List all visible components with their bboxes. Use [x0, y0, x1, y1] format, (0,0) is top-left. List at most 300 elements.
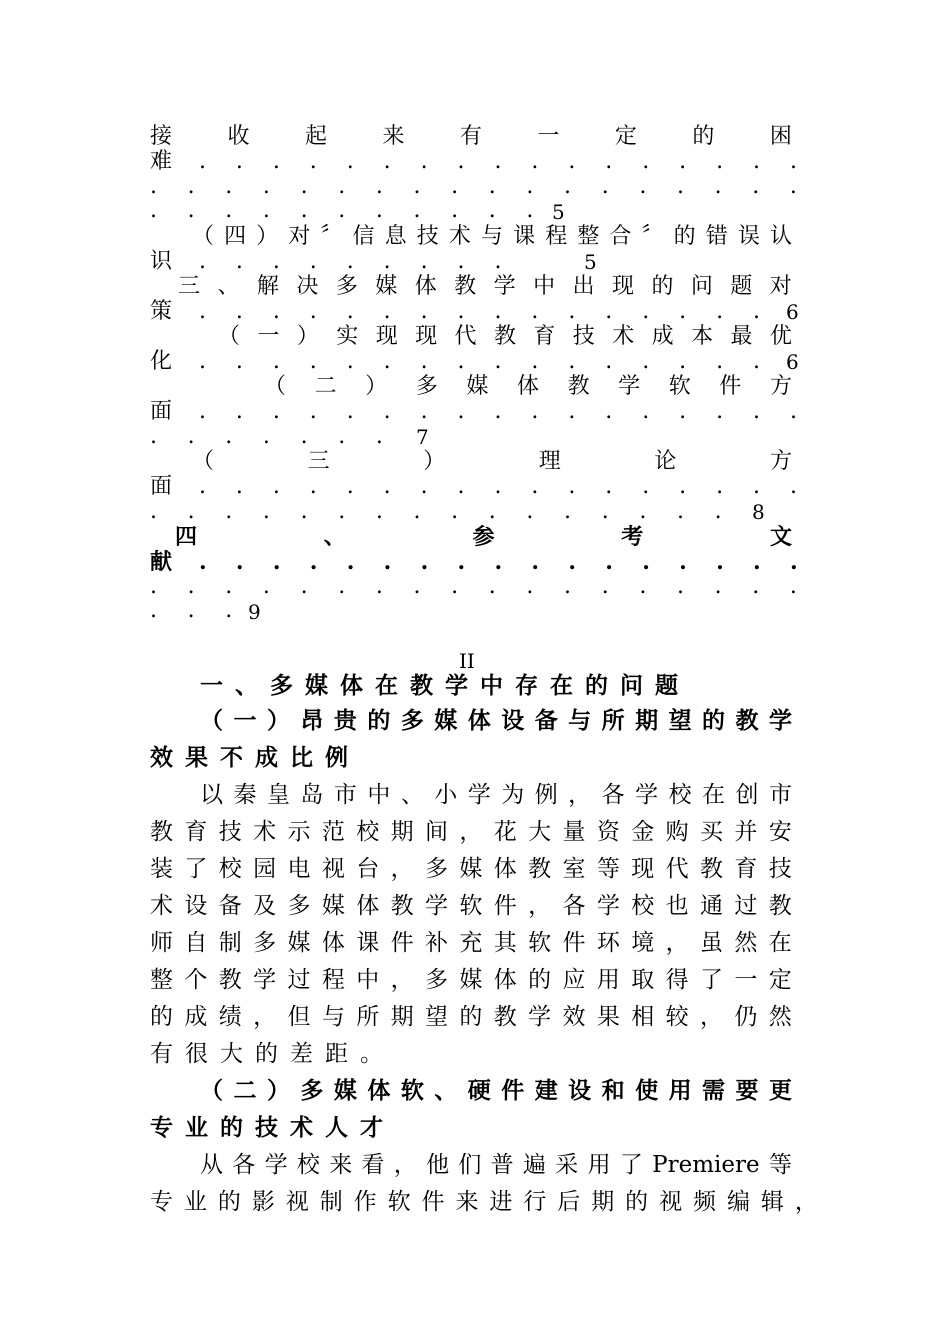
- text-char: 视: [659, 1189, 683, 1215]
- text-char: 得: [665, 967, 689, 993]
- text-char: 技: [768, 856, 792, 882]
- subheading-1: [200, 705, 792, 737]
- toc-char: 的: [673, 224, 696, 249]
- toc-leader-line: [150, 551, 800, 573]
- leader-dot: .: [753, 349, 761, 374]
- text-char: 的: [702, 707, 726, 734]
- paragraph-line: [150, 1038, 792, 1070]
- text-char: 师: [150, 930, 173, 956]
- toc-char: 体: [414, 274, 437, 299]
- toc-entry-tail: 面: [150, 474, 173, 499]
- leader-dot: [451, 426, 461, 448]
- text-char: 电: [287, 856, 311, 882]
- text-char: 但: [287, 1004, 311, 1030]
- text-char: 视: [285, 1189, 309, 1215]
- toc-char: （: [218, 324, 241, 349]
- toc-char: 技: [416, 224, 439, 249]
- text-char: 辑: [760, 1189, 784, 1215]
- leader-dot: [715, 200, 725, 222]
- leader-dot: .: [564, 499, 572, 524]
- toc-entry-heading[interactable]: [192, 449, 792, 475]
- text-char: 学: [635, 782, 659, 808]
- text-char: ，: [393, 1152, 417, 1178]
- leader-dot: .: [789, 174, 797, 199]
- leader-dot: .: [753, 299, 761, 324]
- text-char: ，: [568, 782, 592, 808]
- subheading-2-cont: [150, 1112, 792, 1144]
- leader-dot: .: [564, 574, 572, 599]
- leader-dot: .: [605, 349, 613, 374]
- leader-dot: .: [262, 174, 270, 199]
- text-char: 然: [768, 1004, 792, 1030]
- text-char: 多: [300, 1077, 324, 1104]
- toc-leader-line: [150, 176, 800, 198]
- leader-dot: .: [383, 349, 391, 374]
- text-char: 范: [321, 819, 345, 845]
- text-char: 媒: [287, 930, 311, 956]
- text-char: 过: [734, 893, 758, 919]
- toc-page-number: 8: [752, 500, 765, 524]
- leader-dot: .: [420, 299, 428, 324]
- leader-dot: .: [413, 174, 421, 199]
- leader-dot: .: [642, 299, 650, 324]
- leader-dot: [564, 426, 574, 448]
- leader-dot: .: [413, 574, 421, 599]
- text-char: 成: [184, 1004, 208, 1030]
- text-char: 教: [390, 893, 414, 919]
- text-char: 体: [356, 893, 380, 919]
- text-char: 、: [400, 782, 424, 808]
- toc-entry-heading[interactable]: [175, 524, 792, 550]
- toc-char: 的: [651, 274, 674, 299]
- text-char: 绩: [218, 1004, 242, 1030]
- leader-dot: [790, 426, 800, 448]
- text-char: 花: [493, 819, 517, 845]
- leader-dot: .: [346, 399, 354, 424]
- text-char: 市: [768, 782, 792, 808]
- text-char: 建: [534, 1077, 558, 1104]
- text-char: 程: [321, 967, 345, 993]
- leader-dot: .: [383, 549, 392, 575]
- text-char: 通: [700, 893, 723, 919]
- leader-dot: .: [639, 499, 647, 524]
- text-char: 校: [631, 893, 655, 919]
- text-char: ，: [390, 967, 414, 993]
- toc-char: 问: [690, 274, 713, 299]
- leader-dot: .: [639, 574, 647, 599]
- leader-dot: [679, 251, 689, 273]
- leader-dot: .: [383, 399, 391, 424]
- text-char: 很: [185, 1041, 220, 1067]
- toc-char: 收: [227, 124, 250, 149]
- leader-dot: .: [375, 174, 383, 199]
- leader-dot: .: [451, 499, 459, 524]
- text-char: 需: [702, 1077, 726, 1104]
- leader-dot: [489, 600, 499, 622]
- text-char: 件: [421, 1189, 445, 1215]
- text-char: 专: [150, 1189, 173, 1215]
- leader-dot: .: [300, 424, 308, 449]
- leader-dot: .: [642, 399, 650, 424]
- text-char: 从: [200, 1152, 223, 1178]
- leader-dot: .: [198, 249, 206, 274]
- text-char: 软: [528, 930, 552, 956]
- text-char: 补: [425, 930, 448, 956]
- leader-dot: .: [338, 174, 346, 199]
- text-char: 用: [587, 1152, 611, 1178]
- leader-dot: .: [639, 174, 647, 199]
- toc-char: 件: [719, 374, 742, 399]
- text-char: 育: [734, 856, 758, 882]
- leader-dot: .: [272, 149, 280, 174]
- leader-dot: .: [494, 149, 502, 174]
- text-char: 所: [356, 1004, 380, 1030]
- paragraph-line: [200, 779, 792, 811]
- leader-dot: .: [488, 174, 496, 199]
- text-char: 件: [493, 893, 517, 919]
- leader-dot: .: [679, 399, 687, 424]
- leader-dot: .: [309, 249, 317, 274]
- leader-dot: .: [262, 198, 270, 223]
- leader-dot: .: [420, 149, 428, 174]
- text-char: 购: [665, 819, 689, 845]
- text-char: 行: [523, 1189, 547, 1215]
- leader-dot: .: [150, 499, 157, 524]
- toc-char: 息: [384, 224, 407, 249]
- toc-char: ）: [256, 224, 279, 249]
- leader-dot: .: [605, 399, 613, 424]
- toc-char: 课: [513, 224, 536, 249]
- leader-dot: .: [601, 574, 609, 599]
- leader-dot: .: [457, 549, 466, 575]
- leader-dot: [602, 200, 612, 222]
- text-char: 制: [218, 930, 242, 956]
- leader-dot: .: [187, 598, 195, 623]
- leader-dot: .: [531, 149, 539, 174]
- text-char: 果: [596, 1004, 620, 1030]
- leader-dot: .: [568, 149, 576, 174]
- leader-dot: .: [488, 198, 496, 223]
- text-char: （: [200, 707, 223, 734]
- leader-dot: .: [789, 474, 797, 499]
- subheading-2: [200, 1075, 792, 1107]
- text-char: （: [200, 1077, 223, 1104]
- leader-dot: .: [300, 174, 308, 199]
- toc-char: 对: [769, 274, 792, 299]
- text-char: 果: [185, 744, 220, 771]
- leader-dot: .: [262, 499, 270, 524]
- leader-dot: [568, 251, 578, 273]
- text-char: 业: [185, 1114, 220, 1141]
- leader-dot: [642, 251, 652, 273]
- leader-dot: .: [300, 574, 308, 599]
- text-char: 育: [184, 819, 208, 845]
- paragraph-line: [150, 1186, 818, 1218]
- leader-dot: [790, 501, 800, 523]
- text-char: 台: [356, 856, 380, 882]
- leader-dot: .: [383, 474, 391, 499]
- text-char: 秦: [233, 782, 257, 808]
- leader-dot: .: [457, 399, 465, 424]
- leader-dot: .: [679, 474, 687, 499]
- text-char: 更: [768, 1077, 792, 1104]
- leader-dot: [301, 600, 311, 622]
- toc-char: 教: [493, 324, 516, 349]
- text-char: 较: [665, 1004, 689, 1030]
- text-char: 件: [562, 930, 586, 956]
- text-char: 大: [220, 1041, 255, 1067]
- leader-dot: .: [531, 299, 539, 324]
- text-char: 软: [459, 893, 483, 919]
- toc-char: 代: [454, 324, 477, 349]
- text-char: 教: [700, 856, 723, 882]
- paragraph-line: [200, 1149, 792, 1181]
- leader-dot: [605, 251, 615, 273]
- leader-dot: .: [225, 574, 233, 599]
- toc-entry-tail: 面: [150, 399, 173, 424]
- leader-dot: .: [309, 149, 317, 174]
- leader-dot: .: [225, 499, 233, 524]
- text-char: 术: [150, 893, 173, 919]
- toc-char: 现: [611, 274, 634, 299]
- leader-dot: [531, 251, 541, 273]
- leader-dot: .: [187, 424, 195, 449]
- text-char: 各: [562, 893, 586, 919]
- toc-entry-heading[interactable]: [192, 224, 792, 250]
- leader-dot: .: [457, 299, 465, 324]
- text-char: 体: [467, 707, 491, 734]
- toc-char: 与: [480, 224, 503, 249]
- text-char: 仍: [734, 1004, 758, 1030]
- text-char: 示: [287, 819, 311, 845]
- leader-dot: [451, 600, 461, 622]
- toc-char: 二: [314, 374, 337, 399]
- leader-dot: .: [789, 549, 798, 575]
- text-char: 园: [253, 856, 277, 882]
- text-char: 创: [735, 782, 759, 808]
- toc-char: 方: [769, 449, 792, 474]
- leader-dot: .: [531, 549, 540, 575]
- toc-char: 一: [257, 324, 280, 349]
- leader-dot: .: [346, 474, 354, 499]
- text-char: 了: [700, 967, 723, 993]
- text-char: 买: [700, 819, 723, 845]
- leader-dot: .: [420, 549, 429, 575]
- text-char: 媒: [321, 893, 345, 919]
- text-char: 了: [184, 856, 208, 882]
- leader-dot: .: [451, 198, 459, 223]
- leader-dot: .: [605, 549, 613, 575]
- leader-dot: .: [642, 549, 650, 575]
- text-char: 贵: [333, 707, 357, 734]
- text-char: 校: [218, 856, 242, 882]
- toc-char: ）: [423, 449, 446, 474]
- text-char: 望: [668, 707, 692, 734]
- text-char: 教: [735, 707, 759, 734]
- text-char: 昂: [300, 707, 324, 734]
- leader-dot: .: [272, 249, 280, 274]
- leader-dot: .: [346, 149, 354, 174]
- text-char: 体: [367, 1077, 391, 1104]
- toc-char: 解: [256, 274, 279, 299]
- text-char: 例: [534, 782, 558, 808]
- text-char: 了: [619, 1152, 643, 1178]
- text-char: 皇: [266, 782, 290, 808]
- leader-dot: .: [187, 574, 195, 599]
- leader-dot: .: [272, 349, 280, 374]
- leader-dot: .: [150, 174, 157, 199]
- text-char: 应: [562, 967, 586, 993]
- text-char: 定: [768, 967, 792, 993]
- leader-dot: .: [225, 424, 233, 449]
- leader-dot: .: [676, 174, 684, 199]
- text-char: 过: [287, 967, 311, 993]
- leader-dot: .: [150, 598, 157, 623]
- toc-char: 一: [537, 124, 560, 149]
- toc-page-number: 9: [248, 600, 261, 624]
- leader-dot: [489, 426, 499, 448]
- text-char: 比: [290, 744, 325, 771]
- leader-dot: .: [494, 299, 502, 324]
- text-char: 硬: [467, 1077, 491, 1104]
- text-char: 。: [360, 1041, 395, 1067]
- text-char: 软: [387, 1189, 411, 1215]
- text-char: 采: [555, 1152, 579, 1178]
- toc-char: 多: [415, 374, 438, 399]
- text-char: 技: [255, 1114, 290, 1141]
- text-char: 自: [184, 930, 208, 956]
- text-char: 教: [493, 1004, 517, 1030]
- toc-char: 考: [621, 524, 644, 550]
- toc-char: 〞: [641, 224, 664, 249]
- leader-dot: .: [526, 499, 534, 524]
- toc-leader-line: [150, 576, 800, 598]
- leader-dot: .: [225, 198, 233, 223]
- toc-page-number: 5: [552, 200, 565, 224]
- text-char: 效: [150, 744, 185, 771]
- text-char: 设: [184, 893, 208, 919]
- toc-char: 三: [307, 449, 330, 474]
- text-char: 来: [329, 1152, 353, 1178]
- text-char: 才: [360, 1114, 395, 1141]
- text-char: 期: [635, 707, 659, 734]
- leader-dot: .: [642, 149, 650, 174]
- text-char: 充: [459, 930, 483, 956]
- text-char: 学: [467, 782, 491, 808]
- text-char: 学: [528, 1004, 552, 1030]
- text-char: ，: [253, 1004, 277, 1030]
- leader-dot: .: [679, 349, 687, 374]
- leader-dot: .: [338, 424, 346, 449]
- leader-dot: .: [568, 474, 576, 499]
- text-char: 成: [255, 744, 290, 771]
- leader-dot: [790, 251, 800, 273]
- leader-dot: .: [494, 399, 502, 424]
- leader-dot: .: [716, 299, 724, 324]
- leader-dot: .: [150, 574, 157, 599]
- toc-char: （: [192, 449, 215, 474]
- text-char: 作: [353, 1189, 377, 1215]
- leader-dot: .: [272, 474, 280, 499]
- leader-dot: .: [262, 574, 270, 599]
- toc-char: 题: [730, 274, 753, 299]
- leader-dot: [413, 600, 423, 622]
- leader-dot: .: [235, 474, 243, 499]
- text-char: 大: [528, 819, 552, 845]
- toc-entry-heading[interactable]: [178, 274, 792, 300]
- text-char: 业: [183, 1189, 207, 1215]
- text-char: 间: [425, 819, 448, 845]
- leader-dot: .: [531, 349, 539, 374]
- toc-char: 技: [572, 324, 595, 349]
- text-char: 遍: [522, 1152, 546, 1178]
- toc-char: 、: [217, 274, 240, 299]
- text-char: 取: [631, 967, 655, 993]
- toc-char: 三: [178, 274, 201, 299]
- text-char: 用: [596, 967, 620, 993]
- toc-entry-heading[interactable]: [150, 124, 792, 150]
- text-char: 的: [367, 707, 391, 734]
- leader-dot: .: [309, 399, 317, 424]
- paragraph-line: [150, 964, 792, 996]
- toc-char: 教: [454, 274, 477, 299]
- leader-dot: .: [753, 474, 761, 499]
- text-char: 现: [631, 856, 655, 882]
- leader-dot: .: [568, 549, 576, 575]
- leader-dot: .: [346, 249, 354, 274]
- leader-dot: .: [752, 174, 760, 199]
- leader-dot: .: [375, 574, 383, 599]
- text-char: 各: [232, 1152, 256, 1178]
- text-char: 一: [734, 967, 758, 993]
- text-char: 要: [735, 1077, 759, 1104]
- leader-dot: .: [789, 149, 797, 174]
- leader-dot: .: [198, 349, 206, 374]
- text-char: 与: [568, 707, 592, 734]
- toc-char: 成: [651, 324, 674, 349]
- text-char: 的: [220, 1114, 255, 1141]
- toc-char: 有: [459, 124, 482, 149]
- leader-dot: .: [494, 474, 502, 499]
- toc-entry-heading[interactable]: [218, 324, 792, 350]
- leader-dot: .: [225, 598, 233, 623]
- leader-dot: [790, 600, 800, 622]
- text-char: 虽: [700, 930, 723, 956]
- leader-dot: .: [187, 174, 195, 199]
- text-char: 技: [218, 819, 242, 845]
- leader-dot: .: [457, 249, 465, 274]
- leader-dot: .: [457, 149, 465, 174]
- text-char: 差: [290, 1041, 325, 1067]
- leader-dot: .: [679, 149, 687, 174]
- toc-char: 体: [516, 374, 539, 399]
- toc-entry-heading[interactable]: [264, 374, 792, 400]
- leader-dot: .: [679, 299, 687, 324]
- toc-leader-line: [150, 301, 800, 323]
- leader-dot: [564, 600, 574, 622]
- toc-leader-line: [150, 251, 800, 273]
- toc-leader-line: [150, 501, 800, 523]
- text-char: 媒: [459, 856, 483, 882]
- text-char: 环: [596, 930, 620, 956]
- leader-dot: .: [272, 299, 280, 324]
- text-char: 教: [150, 819, 173, 845]
- toc-char: 优: [769, 324, 792, 349]
- leader-dot: .: [488, 499, 496, 524]
- text-char: 安: [768, 819, 792, 845]
- text-char: 校: [296, 1152, 320, 1178]
- toc-char: 术: [612, 324, 635, 349]
